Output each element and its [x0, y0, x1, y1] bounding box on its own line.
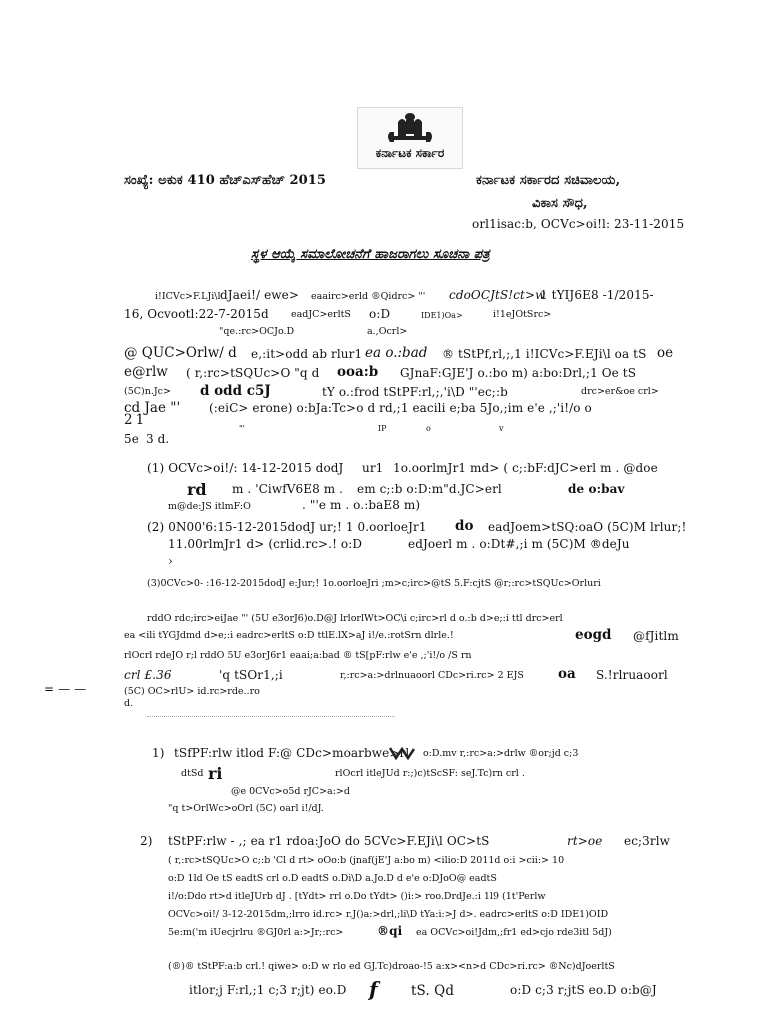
- date-item-2: edJoerl m . o:Dt#,;i m (5C)M ®deJu: [408, 537, 630, 551]
- item-1-text: o:D.mv r,:rc>a:>drlw ®or;jd c;3: [423, 748, 579, 759]
- scribble-icon: [389, 746, 419, 760]
- date-item-1: de o:bav: [568, 482, 625, 496]
- para2-text: ooa:b: [337, 364, 379, 380]
- date-item-1: (1) OCVc>oi!/: 14-12-2015 dodJ: [147, 461, 344, 475]
- date-item-1: em c;:b o:D:m"d.JC>erl: [357, 482, 502, 496]
- para3-text: (5C) OC>rlU> id.rc>rde..ro: [124, 686, 260, 697]
- faint-rule: [147, 716, 395, 721]
- date-item-2: 11.00rlmJr1 d> (crlid.rc>.! o:D: [168, 537, 363, 551]
- item-1-text: ri: [208, 764, 223, 783]
- item-2-text: ( r,:rc>tSQUc>O c;:b 'Cl d rt> oOo:b (jnaf(jE'J a:bo m) <ilio:D 2011d o:i >cii:> 10: [168, 855, 565, 866]
- para2-text: tY o.:frod tStPF:rl,;,'i\D "'ec;:b: [322, 385, 508, 399]
- para1-text: i!1eJOtSrc>: [493, 309, 552, 320]
- para1-text: eaairc>erld ®Qidrc> "': [311, 291, 426, 302]
- office-name: ಕರ್ನಾಟಕ ಸರ್ಕಾರದ ಸಚಿವಾಲಯ,: [476, 173, 621, 188]
- date-item-1: ur1: [362, 461, 384, 475]
- para2-text: e,:it>odd ab rlur1: [251, 347, 363, 361]
- date-item-2-cont: ›: [168, 554, 173, 568]
- date-item-1: m@de:JS itlmF:O: [168, 501, 251, 512]
- para2-text: (:eiC> erone) o:bJa:Tc>o d rd,;1 eacili e;ba 5Jo,;im e'e ,;'i!/o o: [209, 401, 592, 415]
- item-2-text: rt>oe: [567, 834, 603, 848]
- para2-text: cd Jae "': [124, 400, 181, 416]
- para1-text: eadJC>erltS: [291, 309, 351, 320]
- para2-mark: IP: [378, 424, 387, 433]
- para3-text: d.: [124, 698, 134, 709]
- para3-text: crl £.36: [124, 668, 172, 682]
- margin-mark: = — —: [44, 682, 87, 696]
- date-item-1: rd: [187, 480, 207, 499]
- page-title: ಸ್ಥಳ ಆಯ್ಕೆ ಸಮಾಲೋಚನೆಗೆ ಹಾಜರಾಗಲು ಸೂಚನಾ ಪತ್ರ: [251, 247, 490, 262]
- item-2-text: ea OCVc>oi!Jdm,;fr1 ed>cjo rde3itl 5dJ): [416, 927, 612, 938]
- para4-text: tS. Qd: [411, 983, 455, 999]
- item-1-number: 1): [152, 746, 165, 760]
- para1-text: i!ICVc>F.LJi\l: [155, 291, 221, 302]
- para1-text: o:D: [369, 307, 391, 321]
- para2-text: 5e: [124, 432, 139, 446]
- para2-text: 3 d.: [146, 432, 170, 446]
- para2-text: ( r,:rc>tSQUc>O "q d: [186, 366, 320, 380]
- seal-emblem-icon: [358, 108, 462, 148]
- item-2-text: ec;3rlw: [624, 834, 671, 848]
- reference-number: ಸಂಖ್ಯೆ: ಅಕುಕ 410 ಹೆಚ್‌ಎಸ್‌ಹೆಚ್ 2015: [124, 173, 327, 188]
- date-item-3: (3)0CVc>0- :16-12-2015dodJ e:Jur;! 1o.oorloeJri ;m>c;irc>@tS 5.F:cjtS @r;:rc>tSQUc>Orluri: [147, 578, 601, 589]
- para3-text: ea <ili tYGJdmd d>e;:i eadrc>erltS o:D ttlE.lX>aJ i!/e.:rotSrn dlrle.!: [124, 630, 454, 641]
- item-1-text: tSfPF:rlw itlod F:@ CDc>moarbwe>rl: [174, 746, 410, 760]
- para1-text: "qe.:rc>OCJo.D: [219, 326, 295, 337]
- item-1-text: dtSd: [181, 768, 204, 779]
- para1-text: a.,Ocrl>: [367, 326, 408, 337]
- para4-text: f: [369, 977, 378, 1001]
- date-item-2: do: [455, 518, 474, 534]
- para2-text: ® tStPf,rl,;,1 i!ICVc>F.EJi\l oa tS: [442, 347, 647, 361]
- para3-text: rddO rdc;irc>eiJae "' (5U e3orJ6)o.D@J lrlorlWt>OC\i c;irc>rl d o.:b d>e;:i ttl drc>erl: [147, 613, 563, 624]
- item-2-number: 2): [140, 834, 153, 848]
- para4-text: (®)® tStPF:a:b crl.! qiwe> o:D w rlo ed GJ.Tc)droao-!5 a:x><n>d CDc>ri.rc> ®Nc)dJoerltS: [168, 961, 615, 972]
- item-2-text: i!/o:Ddo rt>d itleJUrb dJ . [tYdt> rrl o.Do tYdt> ()i:> roo.DrdJe.:i 1l9 (1t'Perlw: [168, 891, 546, 902]
- seal-caption: ಕರ್ನಾಟಕ ಸರ್ಕಾರ: [375, 146, 445, 160]
- para1-text: 1 tYIJ6E8 -1/2015-: [540, 288, 654, 302]
- para1-text: IDE1)Oa>: [421, 311, 463, 320]
- office-building: ವಿಕಾಸ ಸೌಧ,: [532, 196, 588, 211]
- para1-text: dJaei!/ ewe>: [220, 288, 299, 302]
- item-2-text: OCVc>oi!/ 3-12-2015dm,;lrro id.rc> r.J()a:>drl,;li\D tYa:i:>J d>. eadrc>erltS o:D IDE1)OID: [168, 909, 609, 920]
- para2-text: d odd c5J: [200, 383, 271, 399]
- para2-text: (5C)n.Jc>: [124, 386, 171, 397]
- item-2-text: tStPF:rlw - ,; ea r1 rdoa:JoO do 5CVc>F.EJi\l OC>tS: [168, 834, 490, 848]
- para3-text: @fJitlm: [633, 629, 679, 643]
- para3-text: S.!rlruaoorl: [596, 668, 668, 682]
- para2-text: ea o.:bad: [365, 345, 428, 361]
- date-item-1: 1o.oorlmJr1 md> ( c;:bF:dJC>erl m . @doe: [393, 461, 658, 475]
- date-item-1: . "'e m . o.:baE8 m): [302, 498, 421, 512]
- para2-text: drc>er&oe crl>: [581, 386, 659, 397]
- para2-text: GJnaF:GJE'J o.:bo m) a:bo:Drl,;1 Oe tS: [400, 366, 637, 380]
- para3-text: 'q tSOr1,;i: [219, 668, 283, 682]
- para2-text: oe: [657, 345, 674, 361]
- para4-text: o:D c;3 r;jtS eo.D o:b@J: [510, 983, 657, 997]
- para4-text: itlor;j F:rl,;1 c;3 r;jt) eo.D: [189, 983, 347, 997]
- date-item-2: (2) 0N00'6:15-12-2015dodJ ur;! 1 0.oorloeJr1: [147, 520, 427, 534]
- item-1-text: rlOcrl itleJUd r:;)c)tScSF: seJ.Tc)rn crl .: [335, 768, 525, 779]
- letter-date: orl1isac:b, OCVc>oi!l: 23-11-2015: [472, 217, 685, 231]
- para1-text: cdoOCJtS!ct>w: [449, 288, 546, 302]
- para2-text: 21: [124, 412, 148, 428]
- item-2-text: 5e:m('m iUecjrlru ®GJ0rl a:>Jr;:rc>: [168, 927, 344, 938]
- para1-text: 16, Ocvootl:22-7-2015d: [124, 307, 269, 321]
- para3-text: eogd: [575, 627, 612, 643]
- date-item-2: eadJoem>tSQ:oaO (5C)M lrlur;!: [488, 520, 687, 534]
- para3-text: rlOcrl rdeJO r;l rddO 5U e3orJ6r1 eaai;a:bad ® tS[pF:rlw e'e ,;'i!/o /S rn: [124, 650, 472, 661]
- para2-mark: o: [426, 424, 431, 433]
- item-2-text: ®qi: [377, 924, 403, 938]
- item-1-text: "q t>OrlWc>oOrl (5C) oarl i!/dJ.: [168, 803, 324, 814]
- item-2-text: o:D 1ld Oe tS eadtS crl o.D eadtS o.Di\D a.Jo.D d e'e o:DJoO@ eadtS: [168, 873, 497, 884]
- para3-text: r,:rc>a:>drlnuaoorl CDc>ri.rc> 2 EJS: [340, 670, 524, 681]
- para3-text: oa: [558, 666, 576, 682]
- date-item-1: m . 'CiwfV6E8 m .: [232, 482, 344, 496]
- item-1-text: @e 0CVc>o5d rJC>a:>d: [231, 786, 350, 797]
- para2-mark: v: [499, 424, 504, 433]
- para2-text: e@rlw: [124, 364, 168, 380]
- para2-mark: "': [239, 424, 245, 433]
- para2-text: @ QUC>Orlw/ d: [124, 345, 237, 361]
- government-seal: [357, 107, 463, 169]
